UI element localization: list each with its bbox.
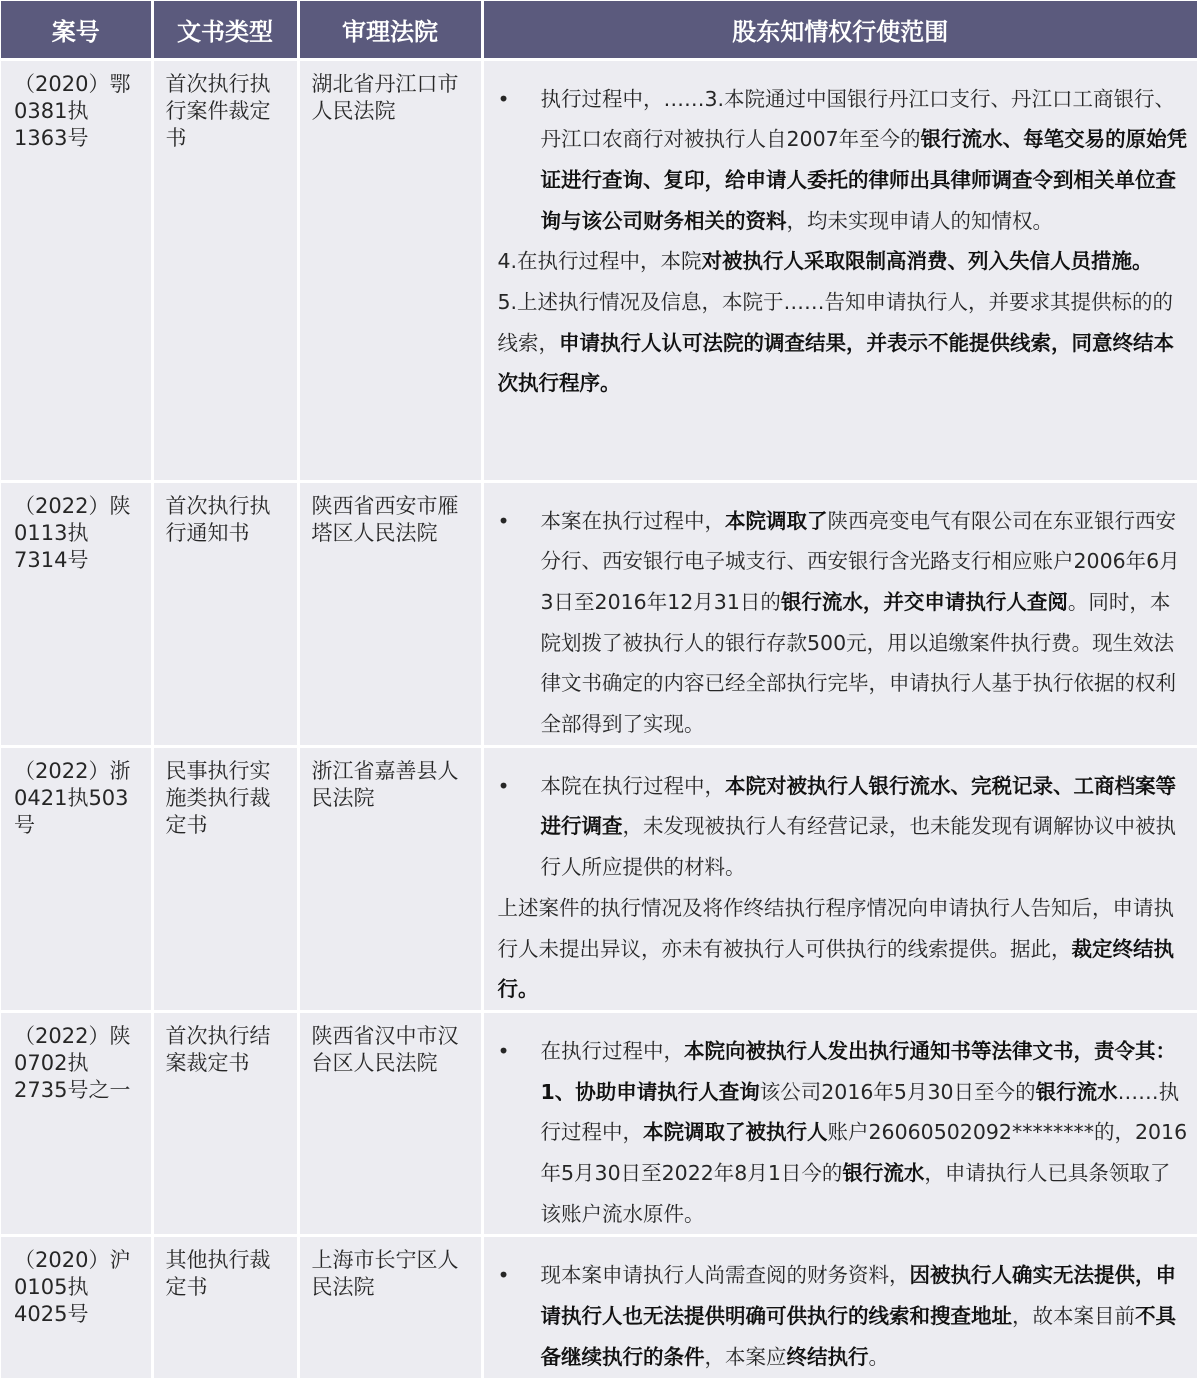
document-type: 首次执行执行案件裁定书 [152, 59, 298, 481]
scope-paragraph: 4.在执行过程中，本院对被执行人采取限制高消费、列入失信人员措施。 [497, 249, 1153, 274]
scope-text: 现本案申请执行人尚需查阅的财务资料，因被执行人确实无法提供，申请执行人也无法提供明确可供执行的线索和搜查地址，故本案目前不具备继续执行的条件，本案应终结执行。 [540, 1263, 1176, 1369]
bullet-icon: • [497, 773, 510, 798]
bullet-icon: • [497, 508, 510, 533]
bullet-icon: • [497, 1263, 510, 1288]
case-number: （2020）沪0105执4025号 [1, 1236, 152, 1379]
case-number: （2020）鄂0381执1363号 [1, 59, 152, 481]
scope-cell [482, 746, 1197, 1011]
bullet-icon: • [497, 1038, 510, 1063]
header-case-no: 案号 [1, 1, 152, 59]
court-name: 陕西省西安市雁塔区人民法院 [298, 481, 482, 746]
document-type: 首次执行结案裁定书 [152, 1011, 298, 1236]
scope-paragraph: 5.上述执行情况及信息，本院于……告知申请执行人，并要求其提供标的的线索，申请执行人认可法院的调查结果，并表示不能提供线索，同意终结本次执行程序。 [497, 290, 1174, 396]
scope-bullet-paragraph [498, 501, 1190, 745]
table-row [1, 1011, 1197, 1236]
court-name: 湖北省丹江口市人民法院 [298, 59, 482, 481]
document-type: 首次执行执行通知书 [152, 481, 298, 746]
case-number: （2022）浙0421执503号 [1, 746, 152, 1011]
case-number: （2022）陕0702执2735号之一 [1, 1011, 152, 1236]
scope-text: 在执行过程中，本院向被执行人发出执行通知书等法律文书，责令其：1、协助申请执行人查询该公司2016年5月30日至今的银行流水……执行过程中，本院调取了被执行人账户26060502092********的，2016年5月30日至2022年8月1日今的银行流水，申请执行人已具条领取了该账户流水原件。 [540, 1038, 1188, 1226]
table-header-row [1, 1, 1197, 59]
header-court: 审理法院 [298, 1, 482, 59]
scope-paragraph: 上述案件的执行情况及将作终结执行程序情况向申请执行人告知后，申请执行人未提出异议，亦未有被执行人可供执行的线索提供。据此，裁定终结执行。 [497, 895, 1174, 1002]
scope-cell [482, 59, 1197, 481]
scope-bullet-paragraph [498, 1255, 1190, 1377]
court-name: 陕西省汉中市汉台区人民法院 [298, 1011, 482, 1236]
scope-cell [482, 1236, 1197, 1379]
table-row [1, 59, 1197, 481]
bullet-icon: • [497, 86, 510, 111]
scope-text: 本院在执行过程中，本院对被执行人银行流水、完税记录、工商档案等进行调查，未发现被执行人有经营记录，也未能发现有调解协议中被执行人所应提供的材料。 [540, 773, 1176, 880]
document-type: 其他执行裁定书 [152, 1236, 298, 1379]
header-doc-type: 文书类型 [152, 1, 298, 59]
scope-cell [482, 1011, 1197, 1236]
table-row [1, 746, 1197, 1011]
table-row [1, 1236, 1197, 1379]
court-name: 上海市长宁区人民法院 [298, 1236, 482, 1379]
header-scope: 股东知情权行使范围 [482, 1, 1197, 59]
court-name: 浙江省嘉善县人民法院 [298, 746, 482, 1011]
case-number: （2022）陕0113执7314号 [1, 481, 152, 746]
table-row [1, 481, 1197, 746]
document-type: 民事执行实施类执行裁定书 [152, 746, 298, 1011]
case-table [1, 1, 1197, 1381]
scope-bullet-paragraph [498, 766, 1190, 888]
scope-cell [482, 481, 1197, 746]
scope-bullet-paragraph [498, 1031, 1190, 1235]
scope-bullet-paragraph [498, 79, 1190, 242]
scope-text: 执行过程中，……3.本院通过中国银行丹江口支行、丹江口工商银行、丹江口农商行对被执行人自2007年至今的银行流水、每笔交易的原始凭证进行查询、复印，给申请人委托的律师出具律师调查令到相关单位查询与该公司财务相关的资料，均未实现申请人的知情权。 [540, 86, 1188, 233]
scope-text: 本案在执行过程中，本院调取了陕西亮变电气有限公司在东亚银行西安分行、西安银行电子城支行、西安银行含光路支行相应账户2006年6月3日至2016年12月31日的银行流水，并交申请执行人查阅。同时，本院划拨了被执行人的银行存款500元，用以追缴案件执行费。现生效法律文书确定的内容已经全部执行完毕，申请执行人基于执行依据的权利全部得到了实现。 [540, 508, 1180, 737]
